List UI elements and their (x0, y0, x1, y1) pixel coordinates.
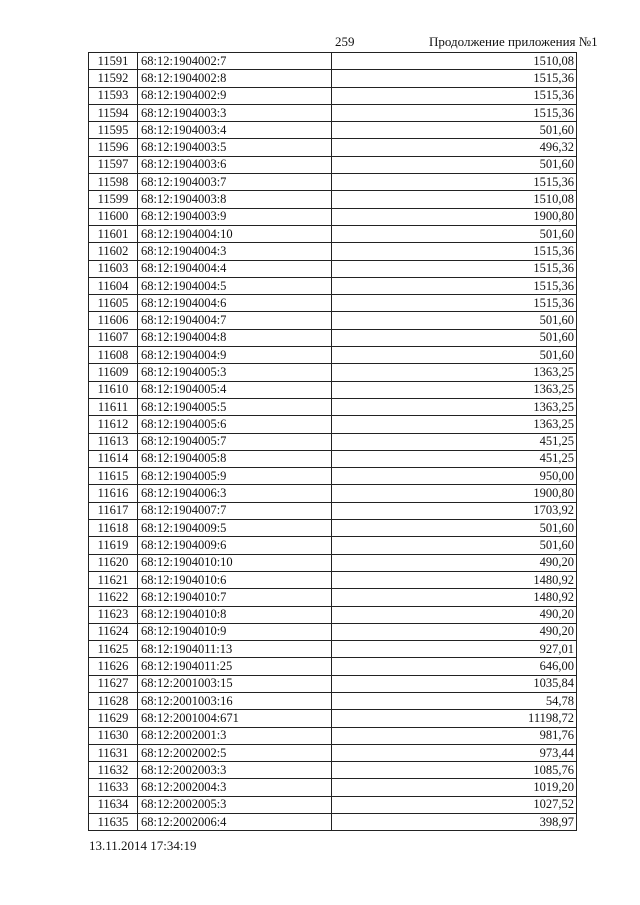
table-row (89, 381, 577, 398)
row-value: 490,20 (332, 623, 577, 640)
row-number: 11592 (89, 70, 138, 87)
row-number: 11603 (89, 260, 138, 277)
table-row (89, 225, 577, 242)
table-row (89, 744, 577, 761)
table-row (89, 692, 577, 709)
row-value: 981,76 (332, 727, 577, 744)
row-number: 11628 (89, 692, 138, 709)
table-row (89, 174, 577, 191)
table-row (89, 571, 577, 588)
cadastral-number: 68:12:2002004:3 (138, 779, 332, 796)
row-number: 11634 (89, 796, 138, 813)
table-row (89, 485, 577, 502)
row-number: 11608 (89, 347, 138, 364)
cadastral-number: 68:12:2001003:16 (138, 692, 332, 709)
row-value: 501,60 (332, 225, 577, 242)
cadastral-number: 68:12:1904011:25 (138, 658, 332, 675)
row-number: 11609 (89, 364, 138, 381)
table-row (89, 450, 577, 467)
row-number: 11593 (89, 87, 138, 104)
print-timestamp: 13.11.2014 17:34:19 (89, 838, 197, 853)
cadastral-number: 68:12:1904005:4 (138, 381, 332, 398)
row-number: 11594 (89, 104, 138, 121)
cadastral-number: 68:12:1904003:6 (138, 156, 332, 173)
row-number: 11614 (89, 450, 138, 467)
cadastral-number: 68:12:1904007:7 (138, 502, 332, 519)
table-row (89, 658, 577, 675)
cadastral-number: 68:12:1904010:9 (138, 623, 332, 640)
row-value: 11198,72 (332, 710, 577, 727)
row-value: 398,97 (332, 814, 577, 831)
row-value: 496,32 (332, 139, 577, 156)
row-number: 11591 (89, 53, 138, 70)
row-number: 11632 (89, 762, 138, 779)
row-value: 501,60 (332, 329, 577, 346)
cadastral-number: 68:12:1904005:6 (138, 416, 332, 433)
row-value: 1510,08 (332, 191, 577, 208)
cadastral-number: 68:12:2002003:3 (138, 762, 332, 779)
table-row (89, 347, 577, 364)
row-number: 11626 (89, 658, 138, 675)
table-row (89, 398, 577, 415)
cadastral-number: 68:12:1904005:8 (138, 450, 332, 467)
cadastral-number: 68:12:2002006:4 (138, 814, 332, 831)
cadastral-number: 68:12:1904004:8 (138, 329, 332, 346)
row-value: 646,00 (332, 658, 577, 675)
cadastral-table (88, 52, 577, 831)
row-value: 501,60 (332, 156, 577, 173)
table-row (89, 468, 577, 485)
table-row (89, 623, 577, 640)
row-value: 1515,36 (332, 174, 577, 191)
row-value: 927,01 (332, 641, 577, 658)
table-row (89, 122, 577, 139)
table-row (89, 156, 577, 173)
cadastral-number: 68:12:1904004:6 (138, 295, 332, 312)
cadastral-number: 68:12:1904011:13 (138, 641, 332, 658)
cadastral-number: 68:12:1904004:10 (138, 225, 332, 242)
row-number: 11635 (89, 814, 138, 831)
row-number: 11627 (89, 675, 138, 692)
table-row (89, 243, 577, 260)
cadastral-number: 68:12:1904004:3 (138, 243, 332, 260)
row-value: 501,60 (332, 122, 577, 139)
row-value: 501,60 (332, 312, 577, 329)
row-value: 490,20 (332, 554, 577, 571)
row-value: 1515,36 (332, 260, 577, 277)
table-row (89, 606, 577, 623)
row-number: 11613 (89, 433, 138, 450)
cadastral-number: 68:12:1904005:3 (138, 364, 332, 381)
row-number: 11615 (89, 468, 138, 485)
row-number: 11596 (89, 139, 138, 156)
row-value: 1703,92 (332, 502, 577, 519)
table-row (89, 70, 577, 87)
row-number: 11598 (89, 174, 138, 191)
table-row (89, 727, 577, 744)
table-row (89, 277, 577, 294)
row-number: 11631 (89, 744, 138, 761)
table-body (89, 53, 577, 831)
table-row (89, 87, 577, 104)
row-number: 11600 (89, 208, 138, 225)
cadastral-number: 68:12:1904005:5 (138, 398, 332, 415)
row-value: 1363,25 (332, 364, 577, 381)
cadastral-number: 68:12:1904009:6 (138, 537, 332, 554)
table-row (89, 104, 577, 121)
row-number: 11616 (89, 485, 138, 502)
table-row (89, 191, 577, 208)
table-row (89, 295, 577, 312)
table-row (89, 433, 577, 450)
row-number: 11610 (89, 381, 138, 398)
row-number: 11611 (89, 398, 138, 415)
row-number: 11601 (89, 225, 138, 242)
table-row (89, 641, 577, 658)
row-value: 1363,25 (332, 398, 577, 415)
row-value: 1480,92 (332, 589, 577, 606)
cadastral-number: 68:12:1904002:9 (138, 87, 332, 104)
table-row (89, 260, 577, 277)
cadastral-number: 68:12:1904002:8 (138, 70, 332, 87)
cadastral-number: 68:12:1904005:9 (138, 468, 332, 485)
row-value: 950,00 (332, 468, 577, 485)
table-row (89, 537, 577, 554)
table-row (89, 53, 577, 70)
row-value: 490,20 (332, 606, 577, 623)
cadastral-number: 68:12:1904010:7 (138, 589, 332, 606)
table-row (89, 364, 577, 381)
row-value: 1480,92 (332, 571, 577, 588)
row-value: 1515,36 (332, 104, 577, 121)
row-number: 11625 (89, 641, 138, 658)
cadastral-number: 68:12:2002001:3 (138, 727, 332, 744)
cadastral-number: 68:12:1904004:9 (138, 347, 332, 364)
row-value: 1363,25 (332, 416, 577, 433)
row-value: 1515,36 (332, 295, 577, 312)
cadastral-number: 68:12:2001004:671 (138, 710, 332, 727)
row-value: 1900,80 (332, 485, 577, 502)
table-row (89, 710, 577, 727)
cadastral-number: 68:12:1904010:8 (138, 606, 332, 623)
row-number: 11604 (89, 277, 138, 294)
cadastral-number: 68:12:2001003:15 (138, 675, 332, 692)
row-value: 451,25 (332, 450, 577, 467)
row-number: 11612 (89, 416, 138, 433)
cadastral-number: 68:12:1904003:5 (138, 139, 332, 156)
table-row (89, 329, 577, 346)
row-value: 451,25 (332, 433, 577, 450)
row-number: 11618 (89, 520, 138, 537)
cadastral-number: 68:12:1904009:5 (138, 520, 332, 537)
table-row (89, 762, 577, 779)
cadastral-number: 68:12:2002002:5 (138, 744, 332, 761)
row-value: 501,60 (332, 520, 577, 537)
table-row (89, 502, 577, 519)
cadastral-number: 68:12:1904006:3 (138, 485, 332, 502)
table-row (89, 416, 577, 433)
table-row (89, 796, 577, 813)
row-number: 11633 (89, 779, 138, 796)
row-number: 11619 (89, 537, 138, 554)
row-number: 11607 (89, 329, 138, 346)
row-value: 1515,36 (332, 70, 577, 87)
cadastral-number: 68:12:1904004:5 (138, 277, 332, 294)
row-number: 11629 (89, 710, 138, 727)
row-value: 1510,08 (332, 53, 577, 70)
cadastral-number: 68:12:1904003:4 (138, 122, 332, 139)
row-value: 1019,20 (332, 779, 577, 796)
row-value: 501,60 (332, 347, 577, 364)
row-number: 11605 (89, 295, 138, 312)
row-value: 54,78 (332, 692, 577, 709)
row-number: 11606 (89, 312, 138, 329)
cadastral-number: 68:12:1904002:7 (138, 53, 332, 70)
appendix-label: Продолжение приложения №1 (429, 34, 598, 49)
row-value: 1515,36 (332, 87, 577, 104)
row-number: 11602 (89, 243, 138, 260)
table-row (89, 675, 577, 692)
cadastral-number: 68:12:1904004:7 (138, 312, 332, 329)
row-number: 11617 (89, 502, 138, 519)
row-value: 1027,52 (332, 796, 577, 813)
cadastral-number: 68:12:2002005:3 (138, 796, 332, 813)
row-number: 11624 (89, 623, 138, 640)
row-number: 11623 (89, 606, 138, 623)
table-row (89, 554, 577, 571)
cadastral-number: 68:12:1904010:10 (138, 554, 332, 571)
table-row (89, 520, 577, 537)
row-number: 11622 (89, 589, 138, 606)
page-number: 259 (335, 34, 355, 49)
row-number: 11630 (89, 727, 138, 744)
cadastral-number: 68:12:1904004:4 (138, 260, 332, 277)
table-row (89, 208, 577, 225)
cadastral-number: 68:12:1904003:8 (138, 191, 332, 208)
table-row (89, 139, 577, 156)
row-value: 1900,80 (332, 208, 577, 225)
row-number: 11599 (89, 191, 138, 208)
cadastral-number: 68:12:1904003:7 (138, 174, 332, 191)
row-number: 11595 (89, 122, 138, 139)
table-row (89, 814, 577, 831)
cadastral-number: 68:12:1904003:9 (138, 208, 332, 225)
table-row (89, 312, 577, 329)
row-value: 501,60 (332, 537, 577, 554)
table-row (89, 779, 577, 796)
row-value: 1515,36 (332, 243, 577, 260)
cadastral-number: 68:12:1904003:3 (138, 104, 332, 121)
row-value: 1363,25 (332, 381, 577, 398)
row-value: 1035,84 (332, 675, 577, 692)
cadastral-number: 68:12:1904005:7 (138, 433, 332, 450)
row-number: 11621 (89, 571, 138, 588)
table-row (89, 589, 577, 606)
row-value: 1085,76 (332, 762, 577, 779)
cadastral-number: 68:12:1904010:6 (138, 571, 332, 588)
row-number: 11597 (89, 156, 138, 173)
row-value: 973,44 (332, 744, 577, 761)
row-number: 11620 (89, 554, 138, 571)
row-value: 1515,36 (332, 277, 577, 294)
